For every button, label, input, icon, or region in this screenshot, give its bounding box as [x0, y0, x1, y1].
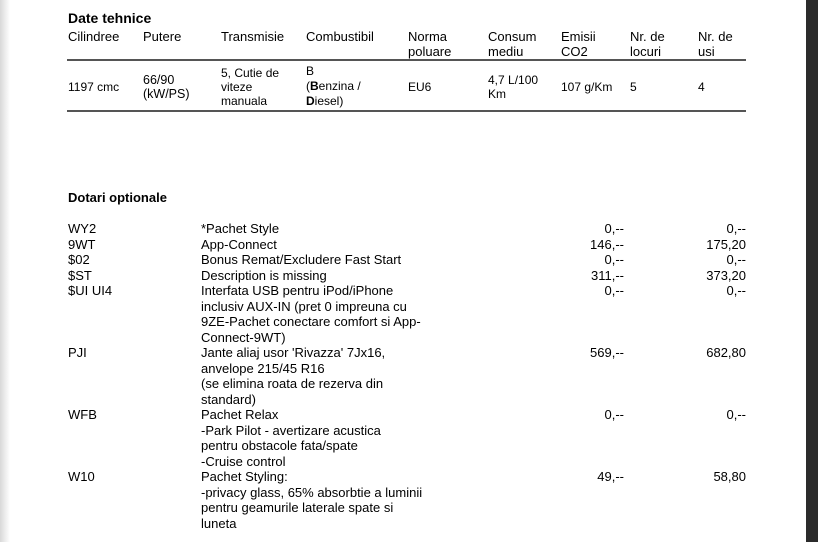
option-price-gross: 175,20: [706, 236, 746, 252]
option-code: PJI: [68, 345, 87, 360]
option-price-net: 0,--: [604, 221, 624, 236]
option-description: *Pachet Style: [201, 221, 280, 236]
option-price-net: 49,--: [597, 469, 624, 484]
header-norma: Norma poluare: [408, 29, 452, 59]
option-description: Jante aliaj usor 'Rivazza' 7Jx16, anvelope 215/45 R16 (se elimina roata de rezerva din standard): [201, 345, 386, 407]
option-code: W10: [68, 469, 95, 484]
option-price-net: 0,--: [604, 283, 624, 298]
option-price-gross: 58,80: [713, 469, 746, 484]
option-price-gross: 0,--: [726, 407, 746, 422]
value-combustibil: B (Benzina / Diesel): [306, 64, 361, 108]
option-code: $02: [68, 252, 90, 267]
value-norma: EU6: [408, 80, 432, 94]
option-price-gross: 0,--: [726, 252, 746, 267]
option-price-net: 569,--: [590, 345, 624, 360]
option-description: Interfata USB pentru iPod/iPhone inclusiv AUX-IN (pret 0 impreuna cu 9ZE-Pachet conectare comfort si App- Connect-9WT): [201, 283, 421, 345]
header-cilindree: Cilindree: [68, 29, 120, 44]
option-price-gross: 0,--: [726, 283, 746, 298]
option-code: WFB: [68, 407, 97, 422]
option-price-gross: 682,80: [706, 345, 746, 360]
option-description: Description is missing: [201, 267, 327, 283]
header-emisii: Emisii CO2: [561, 29, 596, 59]
value-transmisie: 5, Cutie de viteze manuala: [221, 66, 280, 108]
header-usi: Nr. de usi: [698, 29, 733, 59]
specs-title: Date tehnice: [68, 10, 152, 26]
options-title: Dotari optionale: [68, 190, 167, 205]
option-code: $UI UI4: [68, 283, 113, 298]
option-price-gross: 373,20: [706, 267, 746, 283]
value-usi: 4: [698, 80, 705, 94]
value-locuri: 5: [630, 80, 637, 94]
option-price-net: 0,--: [604, 407, 624, 422]
option-price-gross: 0,--: [726, 221, 746, 236]
value-emisii: 107 g/Km: [561, 80, 613, 94]
option-description: App-Connect: [201, 236, 277, 252]
option-description: Bonus Remat/Excludere Fast Start: [201, 252, 402, 267]
option-code: $ST: [68, 267, 92, 283]
value-consum: 4,7 L/100 Km: [488, 73, 539, 101]
option-price-net: 0,--: [604, 252, 624, 267]
option-code: WY2: [68, 221, 97, 236]
header-transmisie: Transmisie: [221, 29, 285, 44]
option-price-net: 311,--: [591, 267, 624, 283]
option-description: Pachet Styling: -privacy glass, 65% absorbtie a luminii pentru geamurile laterale spate si luneta: [201, 469, 423, 531]
value-cilindree: 1197 cmc: [68, 80, 120, 94]
header-putere: Putere: [143, 29, 182, 44]
header-locuri: Nr. de locuri: [630, 29, 665, 59]
specs-header-divider: [67, 59, 746, 61]
value-putere: 66/90 (kW/PS): [143, 73, 190, 101]
option-price-net: 146,--: [590, 236, 624, 252]
specs-bottom-divider: [67, 110, 746, 112]
page-edge-shadow: [0, 0, 10, 542]
header-combustibil: Combustibil: [306, 29, 374, 44]
header-consum: Consum mediu: [488, 29, 537, 59]
option-code: 9WT: [68, 236, 96, 252]
option-description: Pachet Relax -Park Pilot - avertizare acustica pentru obstacole fata/spate -Cruise control: [201, 407, 381, 469]
